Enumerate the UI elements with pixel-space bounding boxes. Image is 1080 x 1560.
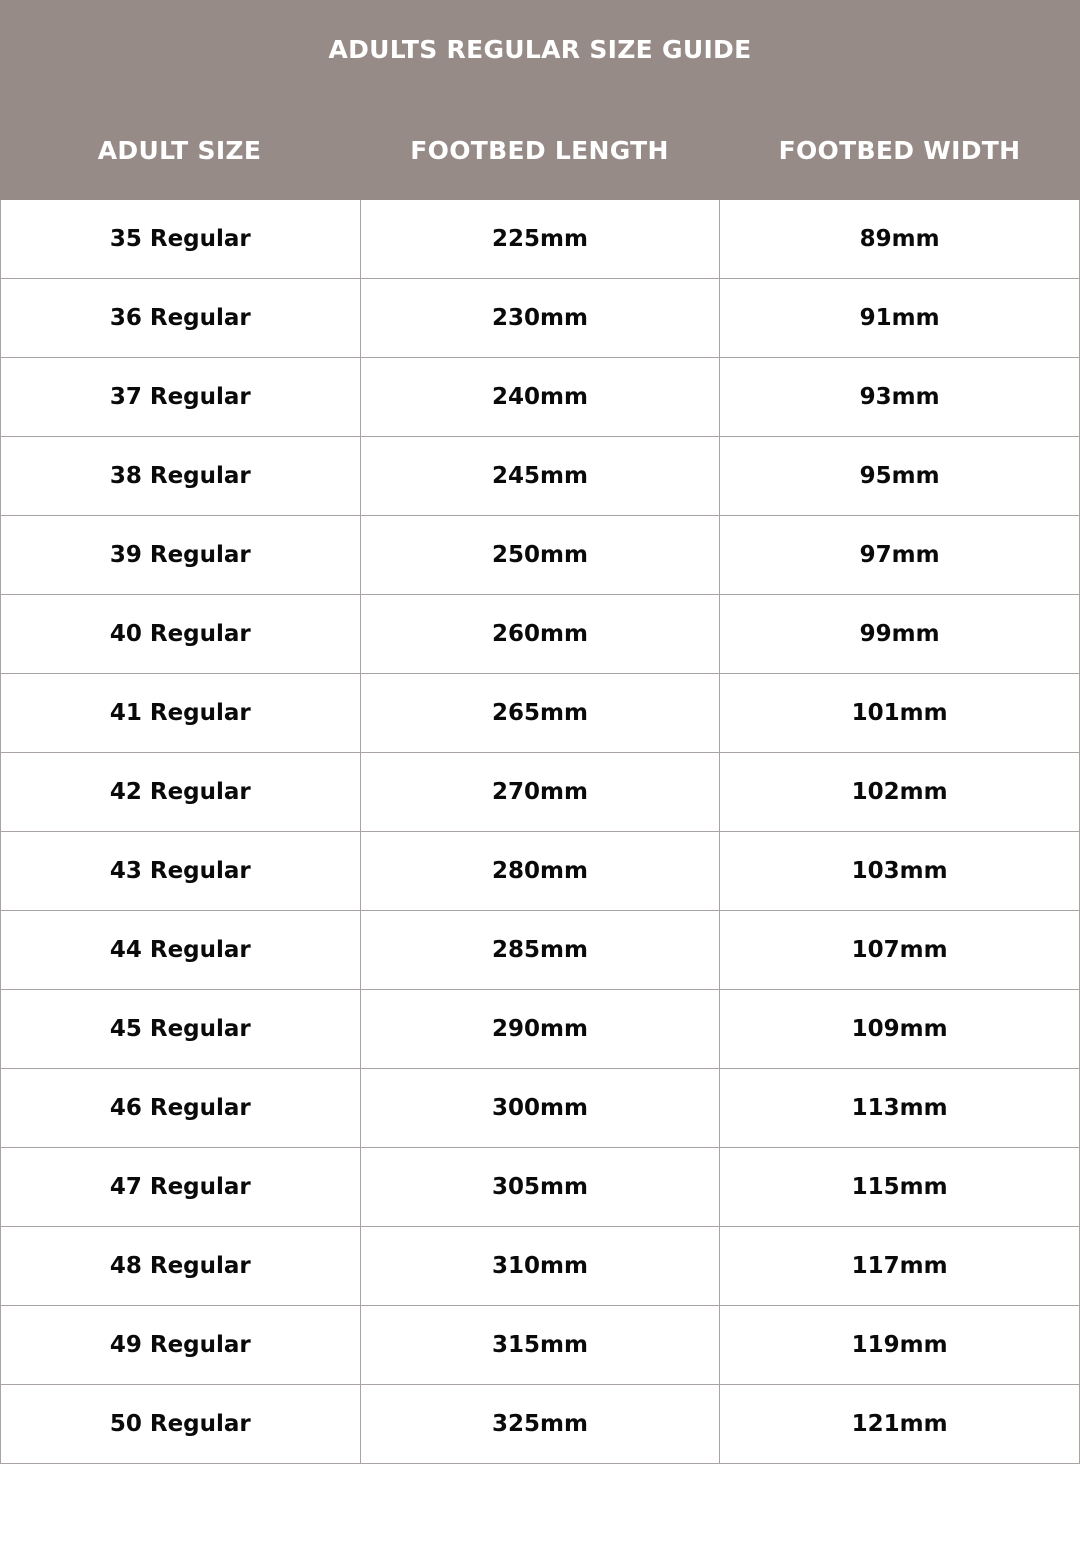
cell-adult-size: 39 Regular <box>1 516 361 595</box>
cell-footbed-length: 290mm <box>360 990 720 1069</box>
table-row <box>1 358 1080 437</box>
cell-footbed-width: 89mm <box>720 200 1080 279</box>
table-row <box>1 279 1080 358</box>
cell-footbed-length: 315mm <box>360 1306 720 1385</box>
cell-adult-size: 36 Regular <box>1 279 361 358</box>
cell-footbed-width: 117mm <box>720 1227 1080 1306</box>
cell-adult-size: 38 Regular <box>1 437 361 516</box>
cell-adult-size: 47 Regular <box>1 1148 361 1227</box>
cell-footbed-width: 101mm <box>720 674 1080 753</box>
table-row <box>1 832 1080 911</box>
table-row <box>1 753 1080 832</box>
table-row <box>1 595 1080 674</box>
table-row <box>1 990 1080 1069</box>
cell-footbed-width: 115mm <box>720 1148 1080 1227</box>
page-title: ADULTS REGULAR SIZE GUIDE <box>328 35 752 64</box>
table-row <box>1 437 1080 516</box>
table-row <box>1 516 1080 595</box>
cell-footbed-width: 95mm <box>720 437 1080 516</box>
cell-footbed-length: 280mm <box>360 832 720 911</box>
cell-footbed-length: 285mm <box>360 911 720 990</box>
cell-footbed-width: 93mm <box>720 358 1080 437</box>
cell-adult-size: 41 Regular <box>1 674 361 753</box>
table-row <box>1 1306 1080 1385</box>
column-header-footbed-width: FOOTBED WIDTH <box>778 136 1021 165</box>
cell-footbed-width: 121mm <box>720 1385 1080 1464</box>
cell-adult-size: 44 Regular <box>1 911 361 990</box>
cell-footbed-width: 107mm <box>720 911 1080 990</box>
column-header-footbed-length: FOOTBED LENGTH <box>410 136 669 165</box>
size-guide-table-body <box>1 200 1080 1464</box>
cell-adult-size: 40 Regular <box>1 595 361 674</box>
cell-footbed-width: 99mm <box>720 595 1080 674</box>
cell-footbed-length: 230mm <box>360 279 720 358</box>
table-row <box>1 1227 1080 1306</box>
table-header-band <box>0 0 1080 200</box>
cell-footbed-width: 119mm <box>720 1306 1080 1385</box>
cell-footbed-width: 91mm <box>720 279 1080 358</box>
cell-footbed-length: 225mm <box>360 200 720 279</box>
cell-footbed-width: 97mm <box>720 516 1080 595</box>
cell-adult-size: 48 Regular <box>1 1227 361 1306</box>
cell-footbed-length: 300mm <box>360 1069 720 1148</box>
column-header-adult-size: ADULT SIZE <box>97 136 262 165</box>
cell-footbed-length: 240mm <box>360 358 720 437</box>
cell-adult-size: 45 Regular <box>1 990 361 1069</box>
size-guide-table <box>0 200 1080 1464</box>
cell-footbed-length: 265mm <box>360 674 720 753</box>
cell-footbed-length: 310mm <box>360 1227 720 1306</box>
cell-adult-size: 37 Regular <box>1 358 361 437</box>
cell-adult-size: 42 Regular <box>1 753 361 832</box>
cell-footbed-length: 245mm <box>360 437 720 516</box>
cell-footbed-length: 250mm <box>360 516 720 595</box>
cell-adult-size: 46 Regular <box>1 1069 361 1148</box>
table-row <box>1 911 1080 990</box>
table-row <box>1 200 1080 279</box>
cell-footbed-length: 305mm <box>360 1148 720 1227</box>
table-row <box>1 674 1080 753</box>
cell-footbed-length: 260mm <box>360 595 720 674</box>
cell-footbed-width: 103mm <box>720 832 1080 911</box>
cell-footbed-width: 102mm <box>720 753 1080 832</box>
cell-footbed-length: 325mm <box>360 1385 720 1464</box>
table-row <box>1 1148 1080 1227</box>
cell-footbed-width: 113mm <box>720 1069 1080 1148</box>
cell-footbed-width: 109mm <box>720 990 1080 1069</box>
cell-adult-size: 43 Regular <box>1 832 361 911</box>
cell-footbed-length: 270mm <box>360 753 720 832</box>
cell-adult-size: 50 Regular <box>1 1385 361 1464</box>
cell-adult-size: 35 Regular <box>1 200 361 279</box>
table-row <box>1 1385 1080 1464</box>
table-row <box>1 1069 1080 1148</box>
cell-adult-size: 49 Regular <box>1 1306 361 1385</box>
